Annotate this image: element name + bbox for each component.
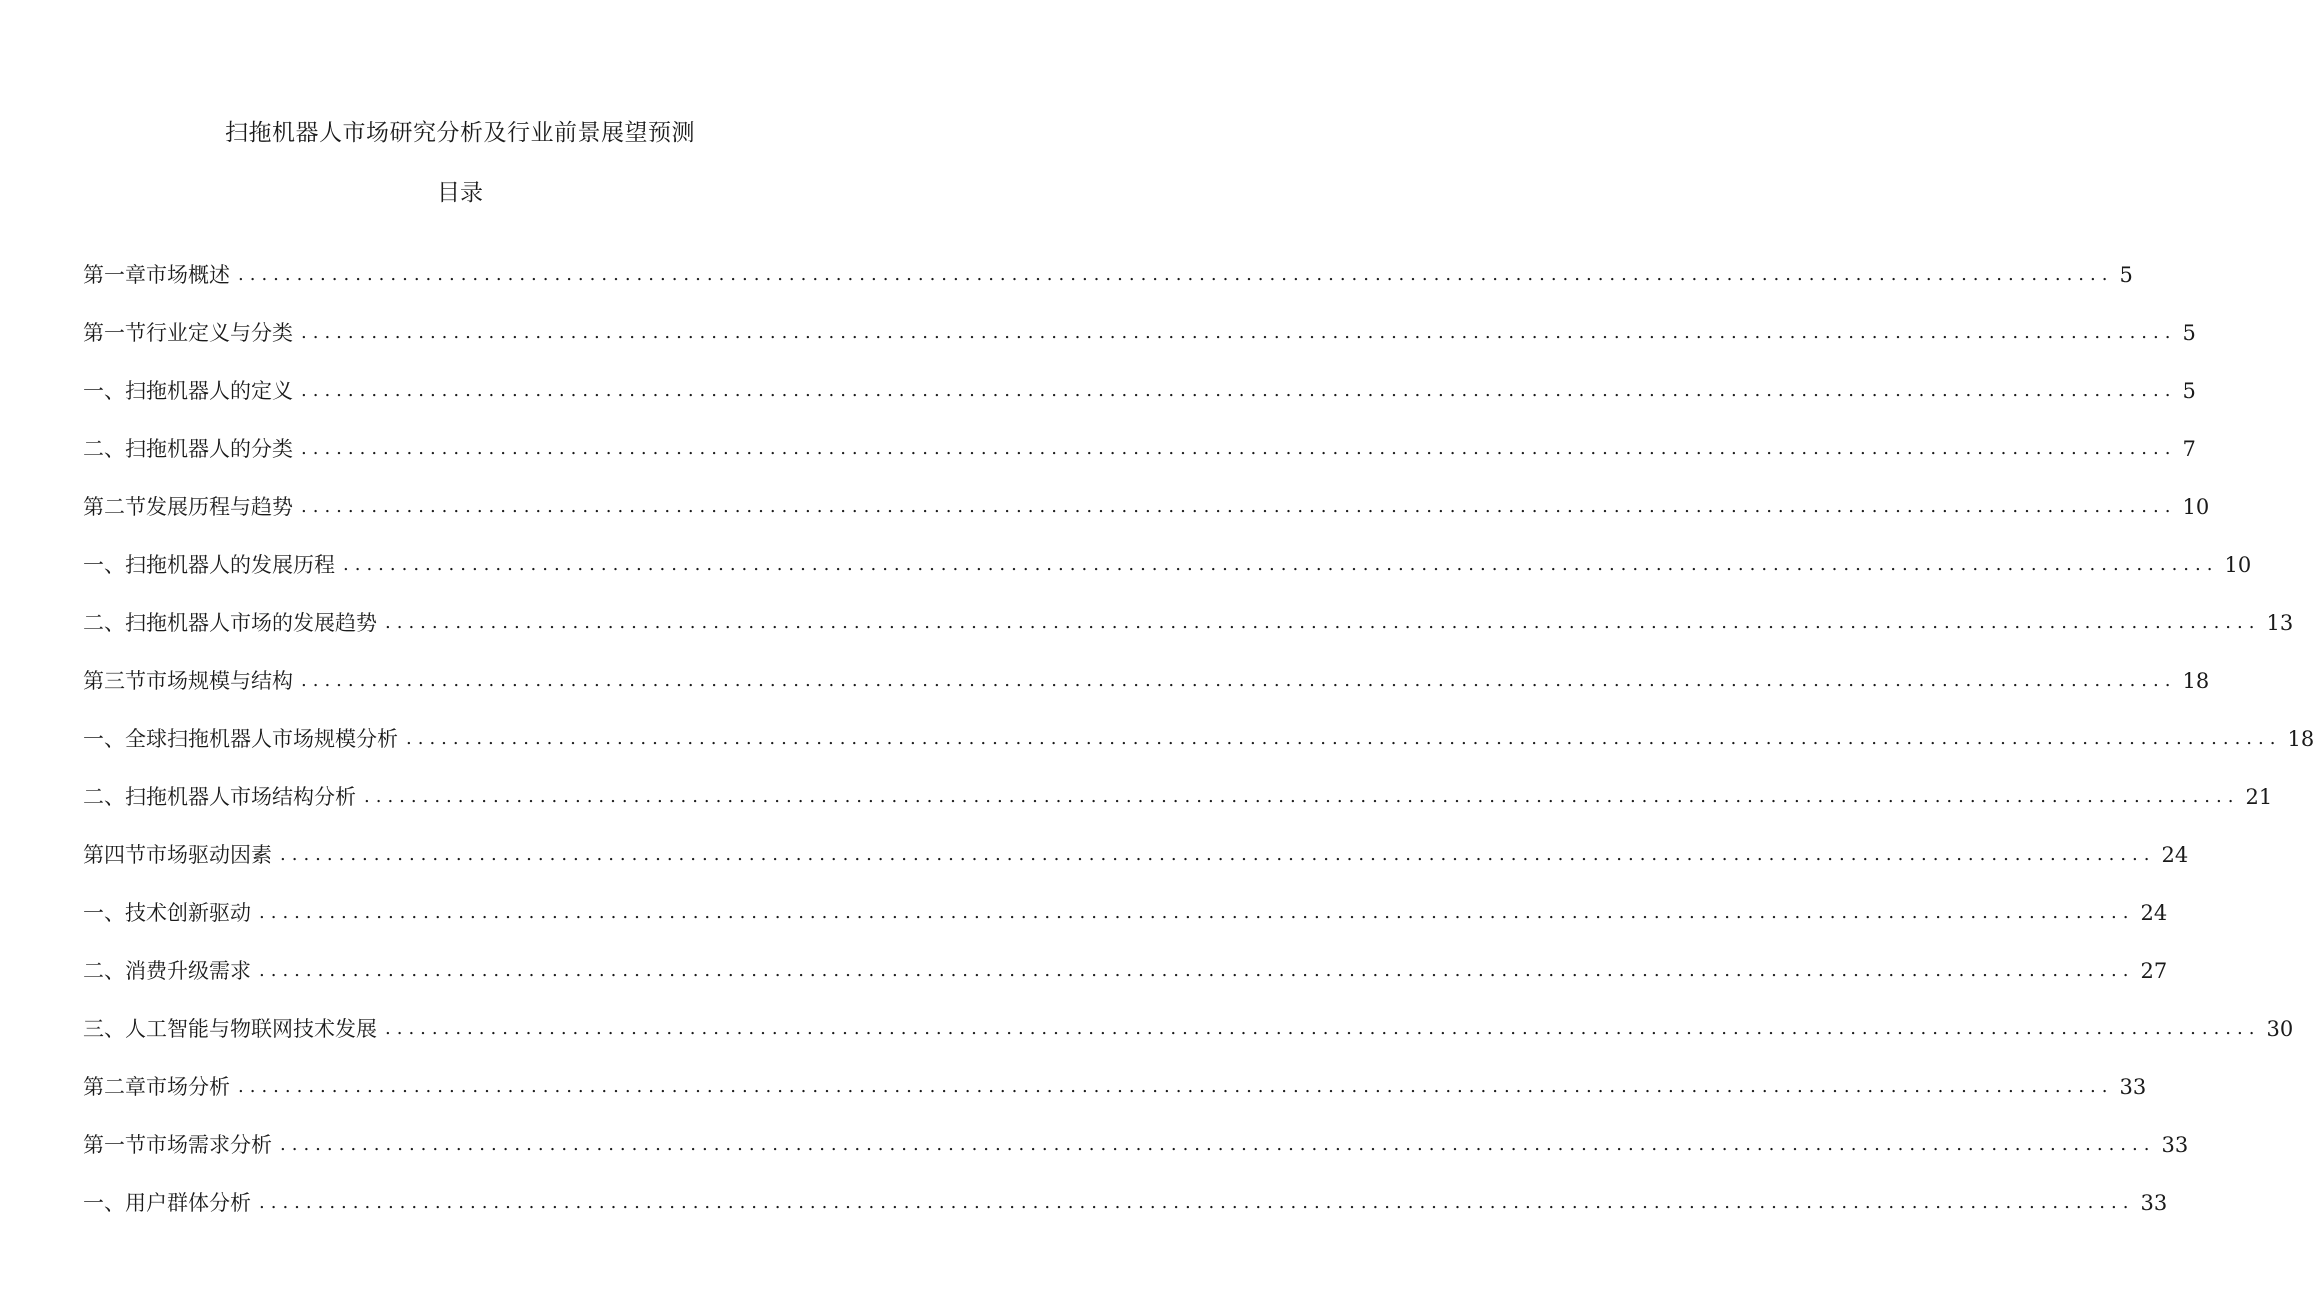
toc-entry-page: 7: [2182, 437, 2196, 461]
toc-entry-page: 30: [2266, 1017, 2294, 1041]
toc-entry-page: 10: [2182, 495, 2210, 519]
toc-dot-leader: ................................................................................................................................................................: [259, 902, 2135, 923]
table-of-contents: [83, 233, 2314, 1219]
document-title: 扫拖机器人市场研究分析及行业前景展望预测: [225, 120, 695, 146]
toc-entry-page: 18: [2182, 669, 2210, 693]
toc-dot-leader: ................................................................................................................................................................: [301, 380, 2177, 401]
toc-dot-leader: ................................................................................................................................................................: [301, 496, 2177, 517]
toc-entry-page: 5: [2182, 321, 2196, 345]
toc-entry[interactable]: [83, 581, 2294, 639]
toc-entry-page: 5: [2119, 263, 2133, 287]
toc-entry-label: 一、用户群体分析: [83, 1191, 251, 1215]
toc-dot-leader: ................................................................................................................................................................: [301, 438, 2177, 459]
toc-entry-label: 一、技术创新驱动: [83, 901, 251, 925]
toc-entry-label: 第三节市场规模与结构: [83, 669, 293, 693]
toc-entry-label: 二、扫拖机器人的分类: [83, 437, 293, 461]
toc-entry[interactable]: [83, 465, 2210, 523]
toc-entry-label: 第四节市场驱动因素: [83, 843, 272, 867]
toc-entry-page: 33: [2119, 1075, 2147, 1099]
toc-dot-leader: ................................................................................................................................................................: [280, 844, 2156, 865]
toc-entry-page: 5: [2182, 379, 2196, 403]
toc-entry-label: 二、扫拖机器人市场的发展趋势: [83, 611, 377, 635]
toc-entry[interactable]: [83, 871, 2168, 929]
toc-entry-page: 24: [2161, 843, 2189, 867]
toc-entry[interactable]: [83, 697, 2314, 755]
toc-entry-label: 第二节发展历程与趋势: [83, 495, 293, 519]
toc-entry-page: 10: [2224, 553, 2252, 577]
toc-entry[interactable]: [83, 639, 2210, 697]
toc-entry[interactable]: [83, 1045, 2147, 1103]
toc-dot-leader: ................................................................................................................................................................: [301, 670, 2177, 691]
toc-dot-leader: ................................................................................................................................................................: [238, 1076, 2114, 1097]
toc-entry[interactable]: [83, 407, 2196, 465]
toc-dot-leader: ................................................................................................................................................................: [364, 786, 2240, 807]
toc-entry-label: 第一章市场概述: [83, 263, 230, 287]
toc-heading: 目录: [437, 180, 483, 206]
toc-dot-leader: ................................................................................................................................................................: [406, 728, 2282, 749]
toc-entry[interactable]: [83, 523, 2252, 581]
toc-entry-label: 二、消费升级需求: [83, 959, 251, 983]
toc-dot-leader: ................................................................................................................................................................: [280, 1134, 2156, 1155]
toc-entry-label: 二、扫拖机器人市场结构分析: [83, 785, 356, 809]
toc-entry-page: 27: [2140, 959, 2168, 983]
toc-entry[interactable]: [83, 813, 2189, 871]
toc-entry[interactable]: [83, 1161, 2168, 1219]
toc-entry-page: 33: [2161, 1133, 2189, 1157]
toc-entry[interactable]: [83, 291, 2196, 349]
toc-entry-page: 33: [2140, 1191, 2168, 1215]
toc-entry-label: 一、扫拖机器人的定义: [83, 379, 293, 403]
toc-entry-label: 一、扫拖机器人的发展历程: [83, 553, 335, 577]
toc-entry-label: 第一节行业定义与分类: [83, 321, 293, 345]
toc-dot-leader: ................................................................................................................................................................: [259, 1192, 2135, 1213]
toc-entry-page: 18: [2287, 727, 2314, 751]
toc-entry-label: 第一节市场需求分析: [83, 1133, 272, 1157]
toc-entry[interactable]: [83, 349, 2196, 407]
toc-dot-leader: ................................................................................................................................................................: [343, 554, 2219, 575]
toc-entry-page: 21: [2245, 785, 2273, 809]
toc-dot-leader: ................................................................................................................................................................: [301, 322, 2177, 343]
toc-entry-page: 13: [2266, 611, 2294, 635]
toc-dot-leader: ................................................................................................................................................................: [259, 960, 2135, 981]
toc-entry-page: 24: [2140, 901, 2168, 925]
toc-entry-label: 三、人工智能与物联网技术发展: [83, 1017, 377, 1041]
toc-entry[interactable]: [83, 755, 2273, 813]
toc-entry[interactable]: [83, 929, 2168, 987]
toc-entry[interactable]: [83, 987, 2294, 1045]
toc-entry-label: 第二章市场分析: [83, 1075, 230, 1099]
toc-entry[interactable]: [83, 1103, 2189, 1161]
toc-dot-leader: ................................................................................................................................................................: [238, 264, 2114, 285]
toc-dot-leader: ................................................................................................................................................................: [385, 612, 2261, 633]
toc-entry[interactable]: [83, 233, 2133, 291]
toc-entry-label: 一、全球扫拖机器人市场规模分析: [83, 727, 398, 751]
toc-dot-leader: ................................................................................................................................................................: [385, 1018, 2261, 1039]
